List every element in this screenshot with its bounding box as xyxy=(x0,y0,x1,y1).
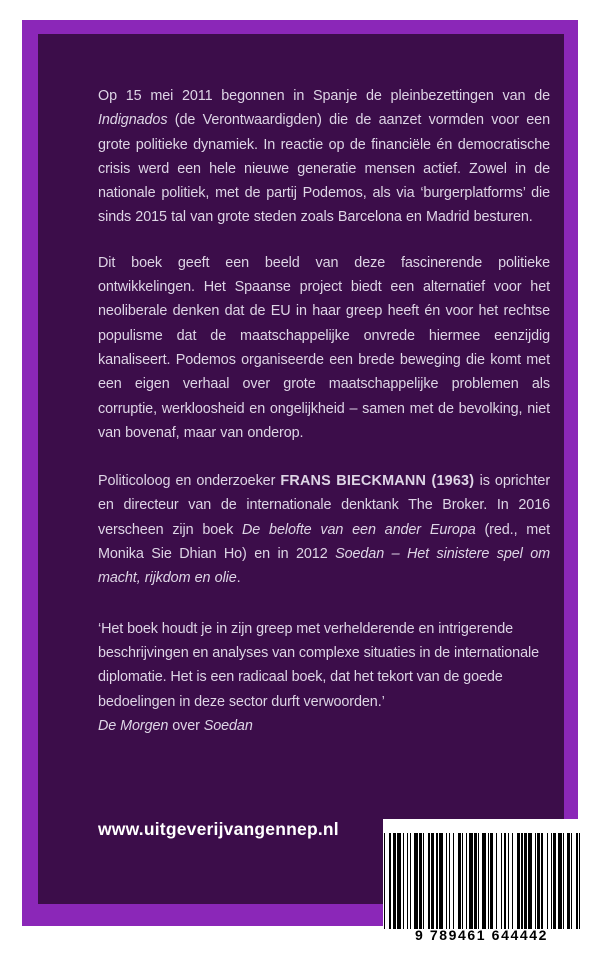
isbn-barcode-panel xyxy=(383,819,580,959)
blurb-p1-segment-3: (de Verontwaardigden) die de aanzet vormden voor een grote politieke dynamiek. In reactie op de financiële én democratische crisis werd een hele nieuwe generatie mensen actief. Zowel in de nationale politiek, met de partij Podemos, als via ‘burgerplatforms’ die sinds 2015 tal van grote steden zoals Barcelona en Madrid besturen. xyxy=(98,112,550,226)
author-name: FRANS BIECKMANN xyxy=(280,473,427,490)
review-source-publication: De Morgen xyxy=(98,717,169,734)
cover-inner-field xyxy=(38,34,564,943)
publisher-url[interactable]: www.uitgeverijvangennep.nl xyxy=(98,819,339,839)
bio-tail: . xyxy=(236,570,241,587)
barcode-bars xyxy=(383,833,580,929)
review-source-work: Soedan xyxy=(203,717,253,734)
bio-mid: (red., met Monika Sie Dhian Ho) en in 2012 xyxy=(98,521,550,563)
bio-lead-in: Politicoloog en onderzoeker xyxy=(98,473,281,490)
blurb-text-column xyxy=(98,84,550,738)
author-bio-paragraph xyxy=(98,469,550,590)
author-birth-year: (1963) xyxy=(426,473,480,490)
blurb-p1-italic-indignados: Indignados xyxy=(98,112,168,129)
book-title-soedan: Soedan – Het sinistere spel om macht, rijkdom en olie xyxy=(98,546,550,587)
review-quote-block xyxy=(98,617,550,738)
bio-after-name: is oprichter en directeur van de internationale denktank The Broker. In 2016 verscheen zijn boek xyxy=(98,473,551,538)
blurb-paragraph-1 xyxy=(98,84,550,230)
book-title-belofte: De belofte van een ander Europa xyxy=(242,521,476,538)
review-quote-text: ‘Het boek houdt je in zijn greep met verhelderende en intrigerende beschrijvingen en analyses van complexe situaties in de internationale diplomatie. Het is een radicaal boek, dat het tekort van de goede bedoelingen in deze sector durft verwoorden.’ xyxy=(98,620,539,710)
review-source-connector: over xyxy=(168,717,204,734)
cover-outer-frame xyxy=(22,20,578,943)
blurb-paragraph-2: Dit boek geeft een beeld van deze fascinerende politieke ontwikkelingen. Het Spaanse project biedt een alternatief voor het neoliberale denken dat de EU in haar greep heeft én voor het rechtse populisme dat de maatschappelijke onvrede hiermee eenzijdig kanaliseert. Podemos organiseerde een brede beweging die komt met een eigen verhaal over grote maatschappelijke problemen als corruptie, werkloosheid en ongelijkheid – samen met de bevolking, niet van bovenaf, maar van onderop. xyxy=(98,254,550,441)
blurb-p1-segment-1: Op 15 mei 2011 begonnen in Spanje de pleinbezettingen van de xyxy=(98,88,550,104)
barcode-digits: 9 789461 644442 xyxy=(415,927,548,943)
review-quote-source xyxy=(98,714,550,738)
